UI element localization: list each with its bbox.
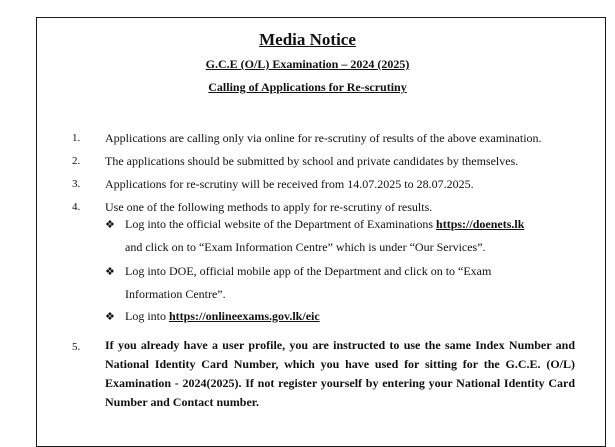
onlineexams-link[interactable]: https://onlineexams.gov.lk/eic xyxy=(169,309,320,323)
doenets-link[interactable]: https://doenets.lk xyxy=(436,217,525,231)
item-number-4: 4. xyxy=(72,201,81,213)
method-2-continued: Information Centre”. xyxy=(125,287,226,301)
item-text-5: If you already have a user profile, you are instructed to use the same Index Number and National Identity Card Number, which you have used for sitting for the G.C.E. (O/L) Examination - 2024(2025). If not register yourself by entering your National Identity Card Number and Contact number. xyxy=(105,338,575,409)
item-number-5: 5. xyxy=(72,341,81,353)
notice-title: Media Notice xyxy=(259,30,356,49)
diamond-bullet-icon: ❖ xyxy=(105,266,115,278)
method-2 xyxy=(105,260,565,284)
method-1 xyxy=(105,213,565,237)
method-1-continued: and click on to “Exam Information Centre” which is under “Our Services”. xyxy=(125,240,486,254)
item-number-1: 1. xyxy=(72,132,81,144)
diamond-bullet-icon: ❖ xyxy=(105,311,115,323)
item-text-2: The applications should be submitted by school and private candidates by themselves. xyxy=(105,154,519,168)
item-text-3: Applications for re-scrutiny will be received from 14.07.2025 to 28.07.2025. xyxy=(105,177,474,191)
diamond-bullet-icon: ❖ xyxy=(105,219,115,231)
exam-title: G.C.E (O/L) Examination – 2024 (2025) xyxy=(205,57,410,71)
method-3-text: Log into xyxy=(125,309,166,323)
item-text-1: Applications are calling only via online for re-scrutiny of results of the above examination. xyxy=(105,131,542,145)
item-text-4: Use one of the following methods to apply for re-scrutiny of results. xyxy=(105,200,433,214)
notice-heading: Calling of Applications for Re-scrutiny xyxy=(208,80,407,94)
method-2-text: Log into DOE, official mobile app of the Department and click on to “Exam xyxy=(125,264,492,278)
method-3 xyxy=(105,305,565,329)
method-1-text: Log into the official website of the Department of Examinations xyxy=(125,217,434,231)
item-number-2: 2. xyxy=(72,155,81,167)
item-number-3: 3. xyxy=(72,178,81,190)
